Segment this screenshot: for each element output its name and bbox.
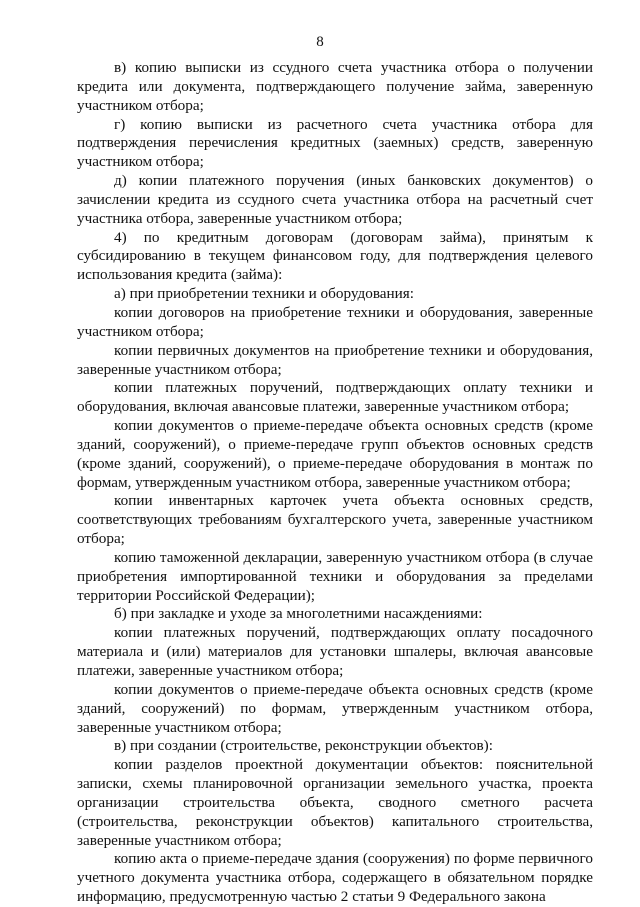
paragraph-item-v-loan-statement: в) копию выписки из ссудного счета участника отбора о получении кредита или документа, подтверждающего получение займа, заверенную участником отбора; [77, 59, 593, 114]
paragraph-item-d-payment-order: д) копии платежного поручения (иных банковских документов) о зачислении кредита из ссудного счета участника отбора на расчетный счет участника отбора, заверенные участником отбора; [77, 172, 593, 227]
paragraph-transfer-acts-plantings: копии документов о приеме-передаче объекта основных средств (кроме зданий, сооружений) по формам, утвержденным участником отбора, заверенные участником отбора; [77, 680, 593, 736]
paragraph-building-transfer-act: копию акта о приеме-передаче здания (сооружения) по форме первичного учетного документа участника отбора, содержащего в обязательном порядке информацию, предусмотренную частью 2 статьи 9 Федерального закона [77, 850, 593, 906]
paragraph-item-g-settlement-statement: г) копию выписки из расчетного счета участника отбора для подтверждения перечисления кредитных (заемных) средств, заверенную участником отбора; [77, 115, 593, 171]
paragraph-equipment-contracts: копии договоров на приобретение техники и оборудования, заверенные участником отбора; [77, 303, 593, 340]
paragraph-primary-documents: копии первичных документов на приобретение техники и оборудования, заверенные участником отбора; [77, 341, 593, 378]
paragraph-inventory-cards: копии инвентарных карточек учета объекта основных средств, соответствующих требованиям бухгалтерского учета, заверенные участником отбора; [77, 492, 593, 548]
paragraph-subheading-a-equipment: а) при приобретении техники и оборудования: [114, 285, 414, 303]
paragraph-project-documentation: копии разделов проектной документации объектов: пояснительной записки, схемы планировочной организации земельного участка, проекта организации строительства объекта, сводного сметного расчета (строительства, реконструкции объектов) капитального строительства, заверенные участником отбора; [77, 756, 593, 849]
paragraph-customs-declaration: копию таможенной декларации, заверенную участником отбора (в случае приобретения импортированной техники и оборудования за пределами территории Российской Федерации); [77, 548, 593, 604]
paragraph-item-4-credit-agreements: 4) по кредитным договорам (договорам займа), принятым к субсидированию в текущем финансовом году, для подтверждения целевого использования кредита (займа): [77, 228, 593, 284]
document-body [77, 59, 593, 907]
paragraph-payment-orders-equipment: копии платежных поручений, подтверждающих оплату техники и оборудования, включая авансовые платежи, заверенные участником отбора; [77, 379, 593, 416]
paragraph-subheading-v-construction: в) при создании (строительстве, реконструкции объектов): [114, 737, 493, 755]
paragraph-payment-orders-plantings: копии платежных поручений, подтверждающих оплату посадочного материала и (или) материалов для установки шпалеры, включая авансовые платежи, заверенные участником отбора; [77, 624, 593, 679]
paragraph-subheading-b-plantings: б) при закладке и уходе за многолетними насаждениями: [114, 605, 483, 623]
paragraph-transfer-acts: копии документов о приеме-передаче объекта основных средств (кроме зданий, сооружений), о приеме-передаче групп объектов основных средств (кроме зданий, сооружений), о приеме-передаче оборудования в монтаж по формам, утвержденным участником отбора, заверенные участником отбора; [77, 417, 593, 491]
page-number: 8 [316, 34, 324, 50]
